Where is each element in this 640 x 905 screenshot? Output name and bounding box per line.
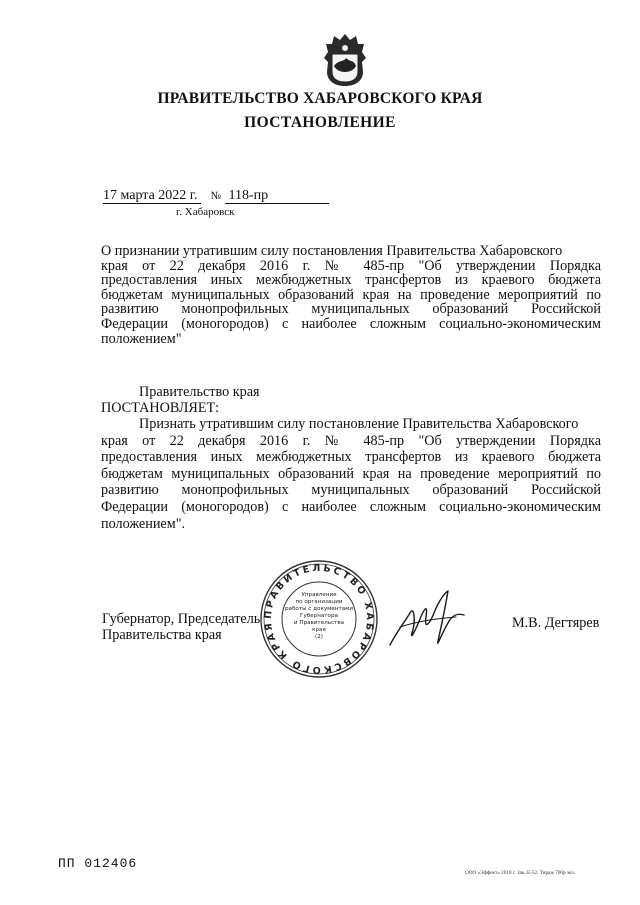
body-line: края от 22 декабря 2016 г. № 485-пр "Об утверждении Порядка: [101, 432, 601, 449]
title-line: предоставления иных межбюджетных трансфертов из краевого бюджета: [101, 272, 601, 289]
title-line: края от 22 декабря 2016 г. № 485-пр "Об утверждении Порядка: [101, 257, 601, 274]
government-title: ПРАВИТЕЛЬСТВО ХАБАРОВСКОГО КРАЯ: [157, 90, 483, 107]
printer-imprint: ООО «Эффект» 2018 г. Зак. Е-52. Тираж 700р экз.: [465, 870, 575, 876]
number-label: №: [210, 190, 221, 202]
body-line: бюджетам муниципальных образований края на проведение мероприятий по: [101, 465, 601, 482]
document-date: 17 марта 2022 г.: [103, 189, 201, 204]
form-serial-number: ПП 012406: [58, 856, 138, 871]
body-line: положением".: [101, 515, 186, 532]
body-line: развитию монопрофильных муниципальных образований Российской: [101, 482, 601, 499]
document-number: 118-пр: [225, 189, 329, 204]
seal-inner-line: работы с документами: [285, 606, 353, 612]
seal-inner-line: Управление: [301, 592, 337, 598]
signer-position-line2: Правительства края: [102, 627, 222, 643]
signer-position-line1: Губернатор, Председатель: [102, 611, 261, 627]
handwritten-signature-icon: [386, 583, 468, 655]
body-line: предоставления иных межбюджетных трансфертов из краевого бюджета: [101, 449, 601, 466]
title-line: развитию монопрофильных муниципальных образований Российской: [101, 301, 601, 318]
body-line: Признать утратившим силу постановление Правительства Хабаровского: [139, 416, 579, 432]
seal-outer-text: ПРАВИТЕЛЬСТВО ХАБАРОВСКОГО КРАЯ: [262, 562, 376, 676]
seal-inner-line: по организации: [295, 599, 343, 605]
decree-word: ПОСТАНОВЛЯЕТ:: [101, 400, 220, 416]
date-number-line: [103, 188, 329, 204]
title-line: О признании утратившим силу постановления Правительства Хабаровского: [101, 243, 563, 259]
title-line: бюджетам муниципальных образований края на проведение мероприятий по: [101, 286, 601, 303]
official-seal-icon: [258, 558, 380, 680]
seal-inner-line: и Правительства: [293, 620, 345, 626]
title-line: положением": [101, 330, 182, 347]
document-type: ПОСТАНОВЛЕНИЕ: [244, 114, 396, 131]
city: г. Хабаровск: [176, 206, 235, 218]
body-line: Федерации (моногородов) с наиболее сложным социально-экономическим: [101, 498, 601, 515]
document-title: [101, 244, 601, 346]
coat-of-arms-icon: [322, 32, 368, 88]
seal-inner-line: (2): [315, 634, 323, 640]
title-line: Федерации (моногородов) с наиболее сложным социально-экономическим: [101, 315, 601, 332]
seal-inner-line: Губернатора: [300, 613, 338, 619]
seal-inner-line: края: [312, 627, 326, 633]
signer-name: М.В. Дегтярев: [512, 615, 600, 631]
intro-line: Правительство края: [139, 384, 260, 400]
decree-body: [101, 416, 601, 532]
